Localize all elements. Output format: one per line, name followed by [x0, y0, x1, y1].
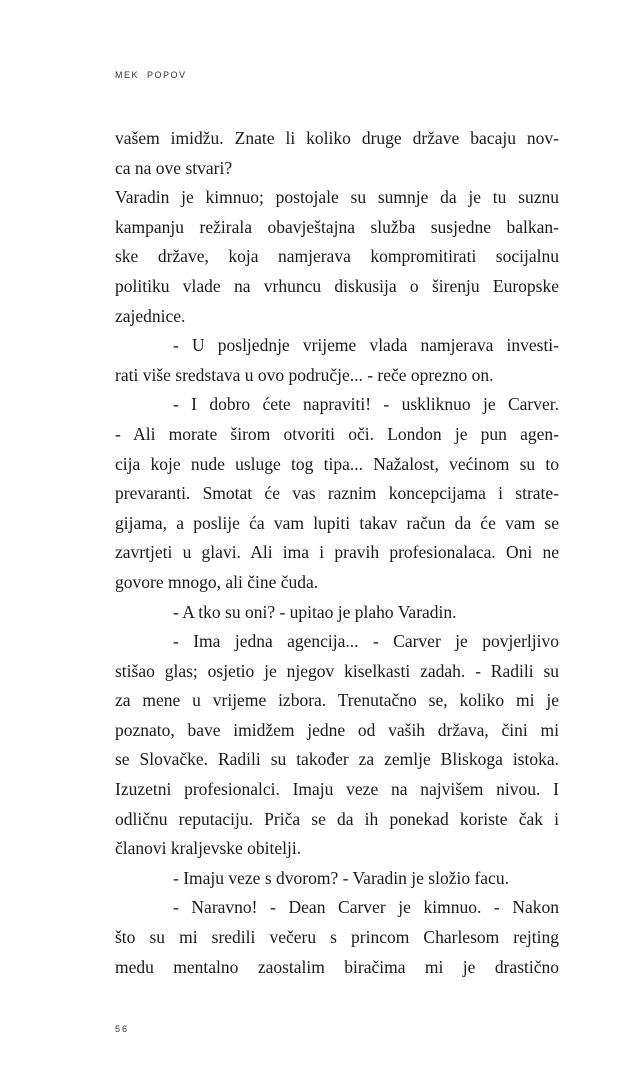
text-line: govore mnogo, ali čine čuda. — [115, 571, 319, 592]
text-line: - Imaju veze s dvorom? - Varadin je složio facu. — [173, 867, 509, 888]
text-line: što su mi sredili večeru s princom Charlesom rejting — [115, 927, 559, 948]
text-line: - Ima jedna agencija... - Carver je povjerljivo — [173, 631, 559, 652]
text-line: - Ali morate širom otvoriti oči. London je pun agen- — [115, 423, 559, 444]
text-line: prevaranti. Smotat će vas raznim koncepcijama i strate- — [115, 483, 559, 504]
text-line: članovi kraljevske obitelji. — [115, 838, 302, 859]
page-number: 56 — [115, 1024, 130, 1034]
body-text — [115, 124, 559, 982]
text-line: zavrtjeti u glavi. Ali ima i pravih profesionalaca. Oni ne — [115, 542, 559, 563]
text-line: medu mentalno zaostalim biračima mi je drastično — [115, 956, 559, 977]
header-author-first: MEK — [115, 70, 140, 80]
text-line: - A tko su oni? - upitao je plaho Varadin. — [173, 601, 457, 622]
text-line: Izuzetni profesionalci. Imaju veze na najvišem nivou. I — [115, 779, 559, 800]
text-line: stišao glas; osjetio je njegov kiselkasti zadah. - Radili su — [115, 660, 559, 681]
text-line: vašem imidžu. Znate li koliko druge države bacaju nov- — [115, 128, 559, 148]
text-line: zajednice. — [115, 305, 186, 326]
text-line: cija koje nude usluge tog tipa... Nažalost, većinom su to — [115, 453, 559, 474]
text-line: gijama, a poslije ća vam lupiti takav račun da će vam se — [115, 512, 559, 533]
text-line: Varadin je kimnuo; postojale su sumnje da je tu suznu — [115, 187, 559, 208]
text-line: - Naravno! - Dean Carver je kimnuo. - Nakon — [173, 897, 559, 918]
text-line: za mene u vrijeme izbora. Trenutačno se, koliko mi je — [115, 690, 559, 711]
header-author-last: POPOV — [147, 70, 187, 80]
text-line: rati više sredstava u ovo područje... - reče oprezno on. — [115, 364, 494, 385]
text-line: kampanju režirala obavještajna služba susjedne balkan- — [115, 216, 559, 237]
text-line: ca na ove stvari? — [115, 157, 233, 178]
text-line: - I dobro ćete napraviti! - uskliknuo je Carver. — [173, 394, 559, 415]
text-line: politiku vlade na vrhuncu diskusija o širenju Europske — [115, 275, 559, 296]
running-header — [115, 70, 187, 80]
text-line: - U posljednje vrijeme vlada namjerava investi- — [173, 335, 559, 356]
text-line: se Slovačke. Radili su također za zemlje Bliskoga istoka. — [115, 749, 559, 770]
text-line: odličnu reputaciju. Priča se da ih ponekad koriste čak i — [115, 808, 559, 829]
text-line: ske države, koja namjerava kompromitirati socijalnu — [115, 246, 559, 267]
text-line: poznato, bave imidžem jedne od vaših država, čini mi — [115, 719, 559, 740]
